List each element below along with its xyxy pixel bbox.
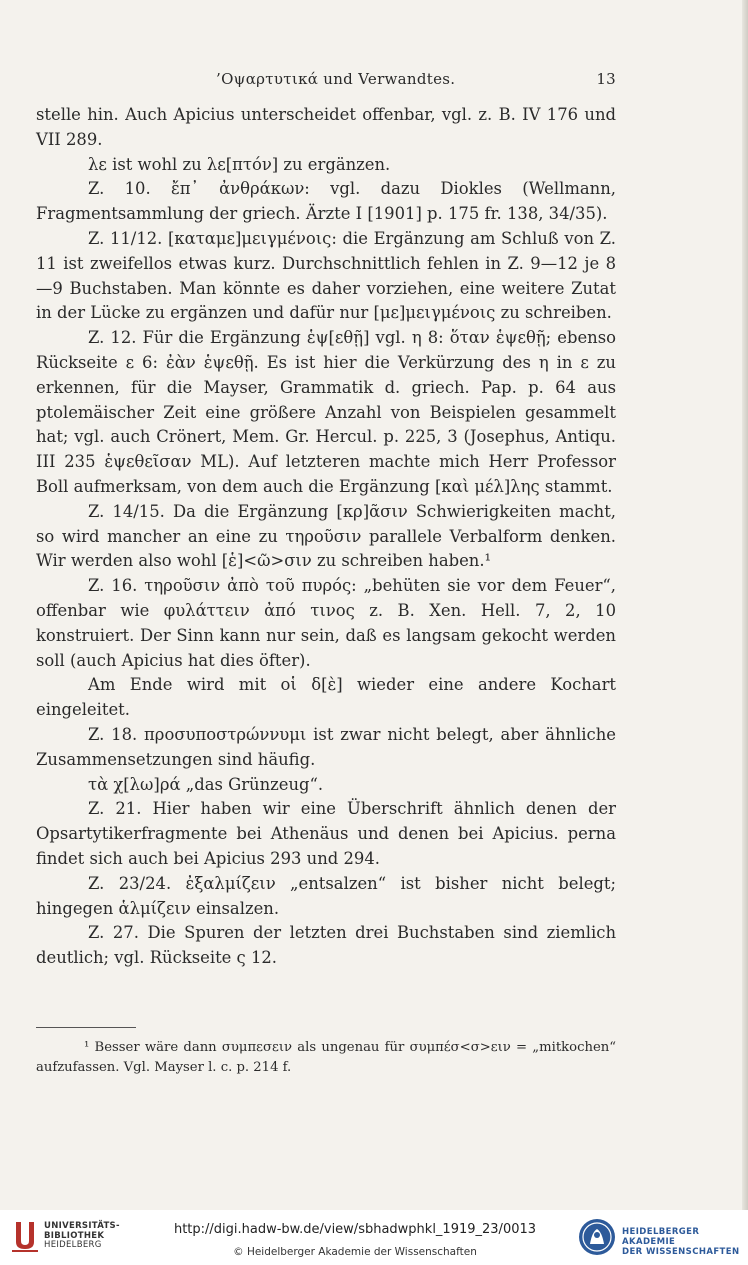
paragraph: τὰ χ[λω]ρά „das Grünzeug“. [88,774,324,794]
paragraph: λε ist wohl zu λε[πτόν] zu ergänzen. [88,154,391,174]
academy-name [622,1227,748,1257]
paragraph: Z. 14/15. Da die Ergänzung [κρ]ᾶσιν Schwierigkeiten macht, so wird mancher an eine zu τηροῦσιν parallele Verbalform denken. Wir werden also wohl [ἑ]<ῶ>σιν zu schreiben haben.¹ [36,501,616,571]
viewer-footer [0,1210,748,1265]
paragraph: Z. 23/24. ἐξαλμίζειν „entsalzen“ ist bisher nicht belegt; hingegen ἁλμίζειν einsalzen. [36,873,616,918]
paragraph: Z. 11/12. [καταμε]μειγμένοις: die Ergänzung am Schluß von Z. 11 ist zweifellos etwas kurz. Durchschnittlich fehlen in Z. 9—12 je 8—9 Buchstaben. Man könnte es daher vorziehen, eine weitere Zutat in der Lücke zu ergänzen und dafür nur [με]μειγμένοις zu schreiben. [36,228,616,323]
university-library-name [44,1222,120,1251]
paragraph: Z. 16. τηροῦσιν ἀπὸ τοῦ πυρός: „behüten sie vor dem Feuer“, offenbar wie φυλάττειν ἀπό τινος z. B. Xen. Hell. 7, 2, 10 konstruiert. Der Sinn kann nur sein, daß es langsam gekocht werden soll (auch Apicius hat dies öfter). [36,576,616,670]
library-line: HEIDELBERG [44,1240,102,1250]
university-library-logo-icon[interactable] [10,1218,40,1254]
paragraph: Z. 10. ἔπ᾽ ἀνθράκων: vgl. dazu Diokles (Wellmann, Fragmentsammlung der griech. Ärzte I [1901] p. 175 fr. 138, 34/35). [36,179,616,224]
running-title: ’Οψαρτυτικά und Verwandtes. [216,70,456,88]
page-edge-shadow [742,0,748,1210]
body-text [36,103,616,971]
paragraph: Z. 12. Für die Ergänzung ἑψ[εθῇ] vgl. η 8: ὅταν ἑψεθῇ; ebenso Rückseite ε 6: ἐὰν ἑψεθῇ. Es ist hier die Verkürzung des η in ε zu erkennen, für die Mayser, Grammatik d. griech. Pap. p. 64 aus ptolemäischer Zeit eine größere Anzahl von Beispielen gesammelt hat; vgl. auch Crönert, Mem. Gr. Hercul. p. 225, 3 (Josephus, Antiqu. III 235 ἑψεθεῖσαν ML). Auf letzteren machte mich Herr Professor Boll aufmerksam, von dem auch die Ergänzung [καὶ μέλ]λης stammt. [36,328,616,496]
library-line: BIBLIOTHEK [44,1230,105,1241]
academy-seal-icon[interactable] [578,1218,616,1256]
academy-line: HEIDELBERGER AKADEMIE [622,1227,700,1247]
permalink-url[interactable]: http://digi.hadw-bw.de/view/sbhadwphkl_1919_23/0013 [173,1222,537,1237]
paragraph: stelle hin. Auch Apicius unterscheidet offenbar, vgl. z. B. IV 176 und VII 289. [36,105,616,149]
academy-line: DER WISSENSCHAFTEN [622,1247,740,1257]
footnote-divider [36,1027,136,1028]
footnote: ¹ Besser wäre dann συμπεσειν als ungenau für συμπέσ<σ>ειν = „mitkochen“ aufzufassen. Vgl. Mayser l. c. p. 214 f. [36,1040,616,1075]
copyright-notice: © Heidelberger Akademie der Wissenschaften [233,1246,477,1258]
paragraph: Z. 21. Hier haben wir eine Überschrift ähnlich denen der Opsartytikerfragmente bei Athenäus und denen bei Apicius. perna findet sich auch bei Apicius 293 und 294. [36,799,616,868]
page-number: 13 [596,70,616,88]
paragraph: Z. 18. προσυποστρώννυμι ist zwar nicht belegt, aber ähnliche Zusammensetzungen sind häufig. [36,724,616,769]
paragraph: Am Ende wird mit οἱ δ[ὲ] wieder eine andere Kochart eingeleitet. [36,675,616,720]
paragraph: Z. 27. Die Spuren der letzten drei Buchstaben sind ziemlich deutlich; vgl. Rückseite ς 12. [36,923,616,968]
library-line: UNIVERSITÄTS- [44,1221,120,1231]
